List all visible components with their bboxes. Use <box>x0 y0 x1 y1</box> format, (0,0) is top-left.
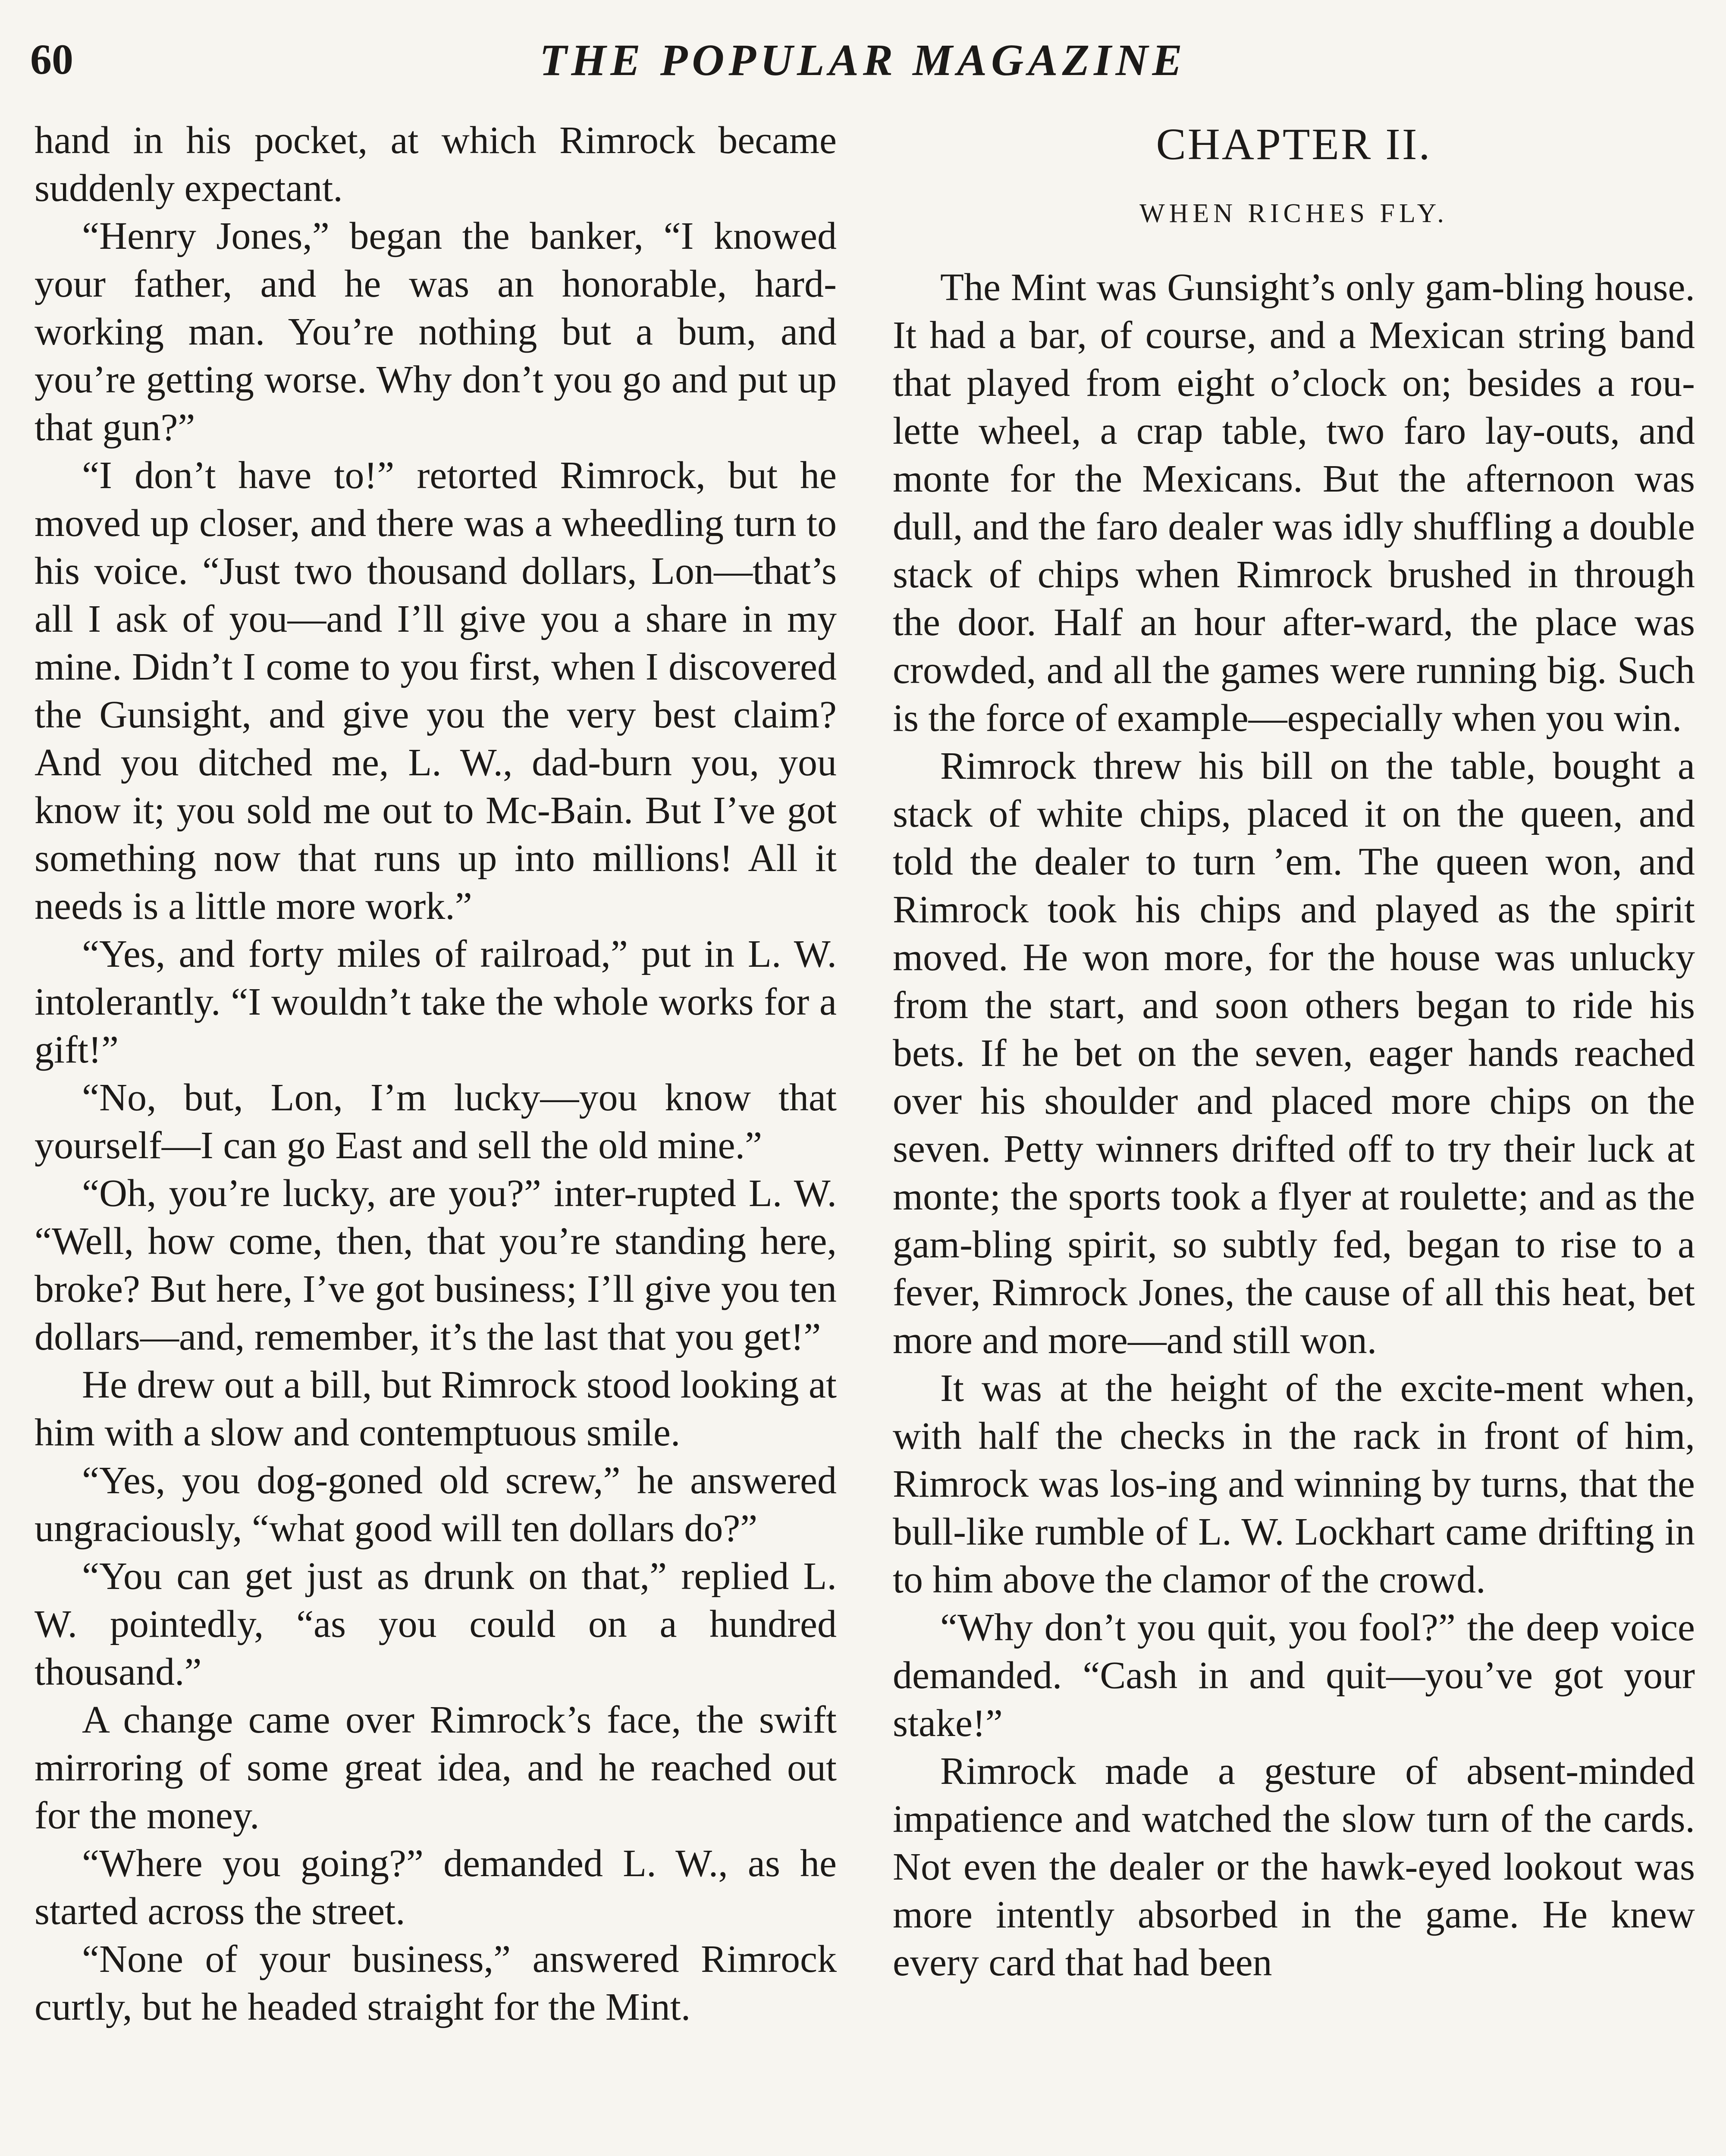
paragraph: It was at the height of the excite-ment when, with half the checks in the rack in front of him, Rimrock was los-ing and winning by turns, that the bull-like rumble of L. W. Lockhart came drifting in to him above the clamor of the crowd. <box>893 1367 1695 1601</box>
left-column <box>35 116 837 2031</box>
page-number: 60 <box>30 35 73 83</box>
paragraph: “Yes, you dog-goned old screw,” he answered ungraciously, “what good will ten dollars do?” <box>35 1459 837 1550</box>
paragraph: He drew out a bill, but Rimrock stood looking at him with a slow and contemptuous smile. <box>35 1363 837 1454</box>
paragraph: “None of your business,” answered Rimrock curtly, but he headed straight for the Mint. <box>35 1938 837 2028</box>
right-column <box>893 116 1695 1987</box>
paragraph: “Where you going?” demanded L. W., as he started across the street. <box>35 1842 837 1933</box>
paragraph: “I don’t have to!” retorted Rimrock, but he moved up closer, and there was a wheedling turn to his voice. “Just two thousand dollars, Lon—that’s all I ask of you—and I’ll give you a share in my mine. Didn’t I come to you first, when I discovered the Gunsight, and give you the very best claim? And you ditched me, L. W., dad-burn you, you know it; you sold me out to Mc-Bain. But I’ve got something now that runs up into millions! All it needs is a little more work.” <box>35 454 837 928</box>
chapter-subtitle: WHEN RICHES FLY. <box>1139 199 1448 228</box>
paragraph: “Why don’t you quit, you fool?” the deep voice demanded. “Cash in and quit—you’ve got your stake!” <box>893 1606 1695 1745</box>
paragraph: hand in his pocket, at which Rimrock became suddenly expectant. <box>35 119 837 210</box>
running-head: THE POPULAR MAGAZINE <box>539 35 1187 85</box>
paragraph: “No, but, Lon, I’m lucky—you know that yourself—I can go East and sell the old mine.” <box>35 1076 837 1167</box>
paragraph: The Mint was Gunsight’s only gam-bling house. It had a bar, of course, and a Mexican string band that played from eight o’clock on; besides a rou-lette wheel, a crap table, two faro lay-outs, and monte for the Mexicans. But the afternoon was dull, and the faro dealer was idly shuffling a double stack of chips when Rimrock brushed in through the door. Half an hour after-ward, the place was crowded, and all the games were running big. Such is the force of example—especially when you win. <box>893 266 1695 740</box>
chapter-title: CHAPTER II. <box>1156 119 1432 169</box>
paragraph: “Oh, you’re lucky, are you?” inter-rupted L. W. “Well, how come, then, that you’re standing here, broke? But here, I’ve got business; I’ll give you ten dollars—and, remember, it’s the last that you get!” <box>35 1172 837 1358</box>
page-header <box>30 34 1696 95</box>
paragraph: Rimrock made a gesture of absent-minded impatience and watched the slow turn of the cards. Not even the dealer or the hawk-eyed lookout was more intently absorbed in the game. He knew every card that had been <box>893 1750 1695 1984</box>
paragraph: “You can get just as drunk on that,” replied L. W. pointedly, “as you could on a hundred thousand.” <box>35 1555 837 1693</box>
paragraph: A change came over Rimrock’s face, the swift mirroring of some great idea, and he reached out for the money. <box>35 1698 837 1837</box>
paragraph: “Henry Jones,” began the banker, “I knowed your father, and he was an honorable, hard-working man. You’re nothing but a bum, and you’re getting worse. Why don’t you go and put up that gun?” <box>35 215 837 449</box>
paragraph: Rimrock threw his bill on the table, bought a stack of white chips, placed it on the queen, and told the dealer to turn ’em. The queen won, and Rimrock took his chips and played as the spirit moved. He won more, for the house was unlucky from the start, and soon others began to ride his bets. If he bet on the seven, eager hands reached over his shoulder and placed more chips on the seven. Petty winners drifted off to try their luck at monte; the sports took a flyer at roulette; and as the gam-bling spirit, so subtly fed, began to rise to a fever, Rimrock Jones, the cause of all this heat, bet more and more—and still won. <box>893 745 1695 1362</box>
paragraph: “Yes, and forty miles of railroad,” put in L. W. intolerantly. “I wouldn’t take the whole works for a gift!” <box>35 933 837 1071</box>
